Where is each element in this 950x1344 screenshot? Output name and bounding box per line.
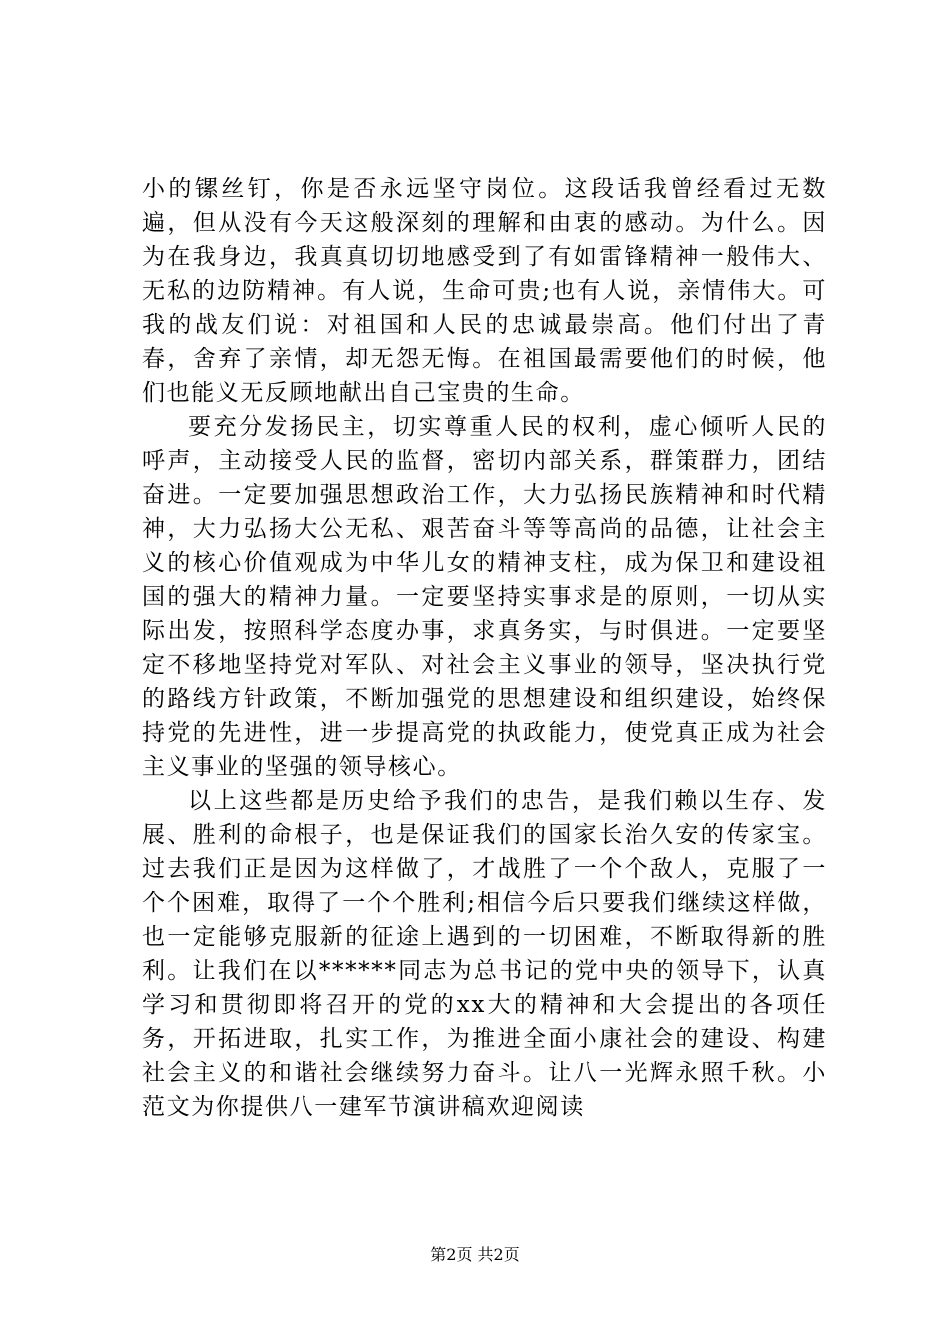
document-body — [142, 172, 827, 1124]
paragraph-1: 小的镙丝钉，你是否永远坚守岗位。这段话我曾经看过无数遍，但从没有今天这般深刻的理解和由衷的感动。为什么。因为在我身边，我真真切切地感受到了有如雷锋精神一般伟大、无私的边防精神。有人说，生命可贵;也有人说，亲情伟大。可我的战友们说：对祖国和人民的忠诚最崇高。他们付出了青春，舍弃了亲情，却无怨无悔。在祖国最需要他们的时候，他们也能义无反顾地献出自己宝贵的生命。 — [142, 176, 827, 406]
paragraph-3: 以上这些都是历史给予我们的忠告，是我们赖以生存、发展、胜利的命根子，也是保证我们的国家长治久安的传家宝。过去我们正是因为这样做了，才战胜了一个个敌人，克服了一个个困难，取得了一个个胜利;相信今后只要我们继续这样做，也一定能够克服新的征途上遇到的一切困难，不断取得新的胜利。让我们在以******同志为总书记的党中央的领导下，认真学习和贯彻即将召开的党的xx大的精神和大会提出的各项任务，开拓进取，扎实工作，为推进全面小康社会的建设、构建社会主义的和谐社会继续努力奋斗。让八一光辉永照千秋。小范文为你提供八一建军节演讲稿欢迎阅读 — [142, 788, 827, 1120]
page-footer: 第2页 共2页 — [430, 1245, 520, 1264]
paragraph-2: 要充分发扬民主，切实尊重人民的权利，虚心倾听人民的呼声，主动接受人民的监督，密切内部关系，群策群力，团结奋进。一定要加强思想政治工作，大力弘扬民族精神和时代精神，大力弘扬大公无私、艰苦奋斗等等高尚的品德，让社会主义的核心价值观成为中华儿女的精神支柱，成为保卫和建设祖国的强大的精神力量。一定要坚持实事求是的原则，一切从实际出发，按照科学态度办事，求真务实，与时俱进。一定要坚定不移地坚持党对军队、对社会主义事业的领导，坚决执行党的路线方针政策，不断加强党的思想建设和组织建设，始终保持党的先进性，进一步提高党的执政能力，使党真正成为社会主义事业的坚强的领导核心。 — [142, 414, 827, 780]
